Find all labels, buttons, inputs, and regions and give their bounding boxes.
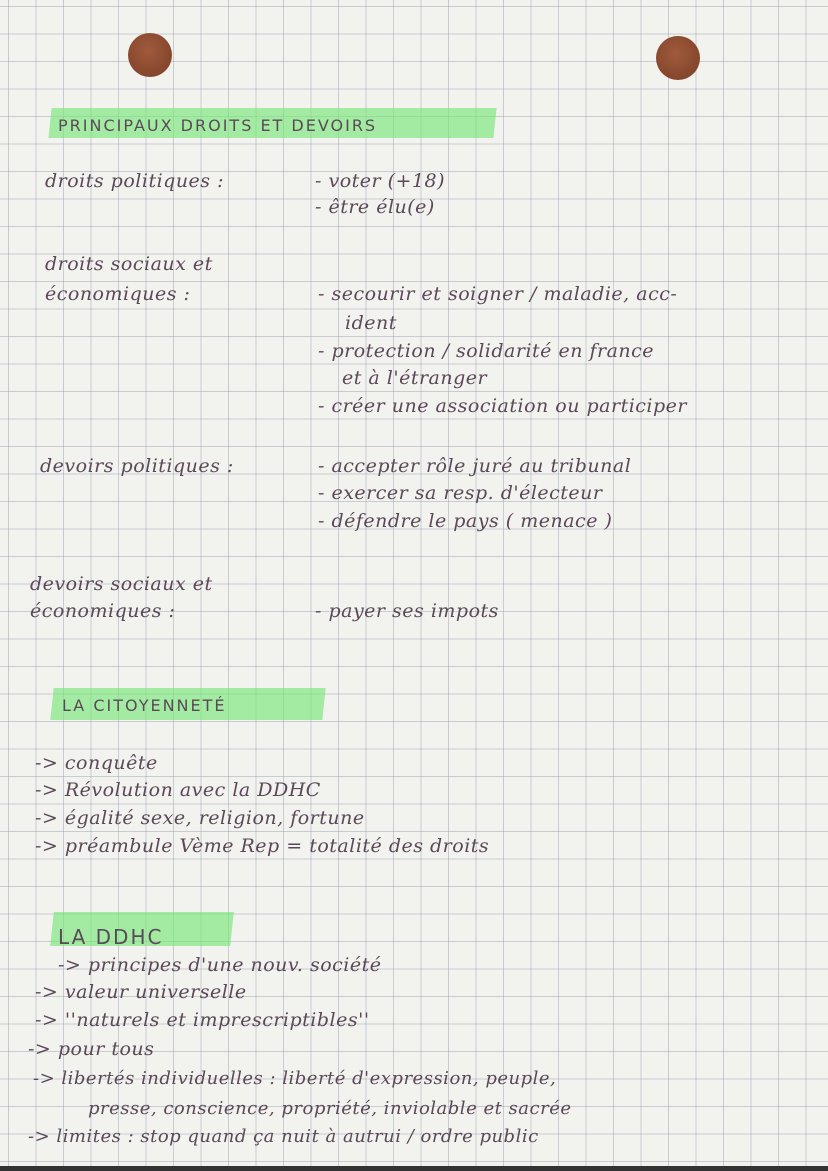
list-item: - protection / solidarité en france: [318, 340, 655, 362]
list-item: presse, conscience, propriété, inviolable et sacrée: [88, 1098, 572, 1119]
list-item: - payer ses impots: [315, 600, 499, 622]
list-item: -> limites : stop quand ça nuit à autrui / ordre public: [28, 1126, 539, 1147]
list-item: -> libertés individuelles : liberté d'expression, peuple,: [33, 1068, 557, 1089]
label: devoirs sociaux et: [30, 573, 213, 595]
list-item: -> principes d'une nouv. société: [58, 954, 382, 976]
list-item: - exercer sa resp. d'électeur: [318, 482, 603, 504]
binder-hole-right: [656, 36, 700, 80]
section-title: LA CITOYENNETÉ: [62, 696, 227, 715]
section-title: LA DDHC: [58, 925, 164, 949]
list-item: et à l'étranger: [342, 367, 488, 389]
list-item: - créer une association ou participer: [318, 395, 687, 417]
section-title: PRINCIPAUX DROITS ET DEVOIRS: [58, 116, 378, 135]
label: économiques :: [30, 600, 176, 622]
binder-hole-left: [128, 33, 172, 77]
list-item: -> conquête: [35, 752, 158, 774]
list-item: - défendre le pays ( menace ): [318, 510, 613, 532]
list-item: - accepter rôle juré au tribunal: [318, 455, 632, 477]
list-item: -> égalité sexe, religion, fortune: [35, 807, 365, 829]
label: économiques :: [45, 283, 191, 305]
list-item: ident: [345, 312, 397, 334]
label: droits sociaux et: [45, 253, 213, 275]
list-item: -> préambule Vème Rep = totalité des droits: [35, 835, 490, 857]
list-item: -> pour tous: [28, 1038, 155, 1060]
list-item: -> Révolution avec la DDHC: [35, 779, 321, 801]
label: devoirs politiques :: [40, 455, 234, 477]
list-item: - secourir et soigner / maladie, acc-: [318, 283, 678, 305]
list-item: - être élu(e): [315, 196, 435, 218]
page-edge: [0, 1166, 828, 1171]
label: droits politiques :: [45, 170, 224, 192]
list-item: -> ''naturels et imprescriptibles'': [35, 1009, 370, 1031]
list-item: - voter (+18): [315, 170, 446, 192]
list-item: -> valeur universelle: [35, 981, 247, 1003]
